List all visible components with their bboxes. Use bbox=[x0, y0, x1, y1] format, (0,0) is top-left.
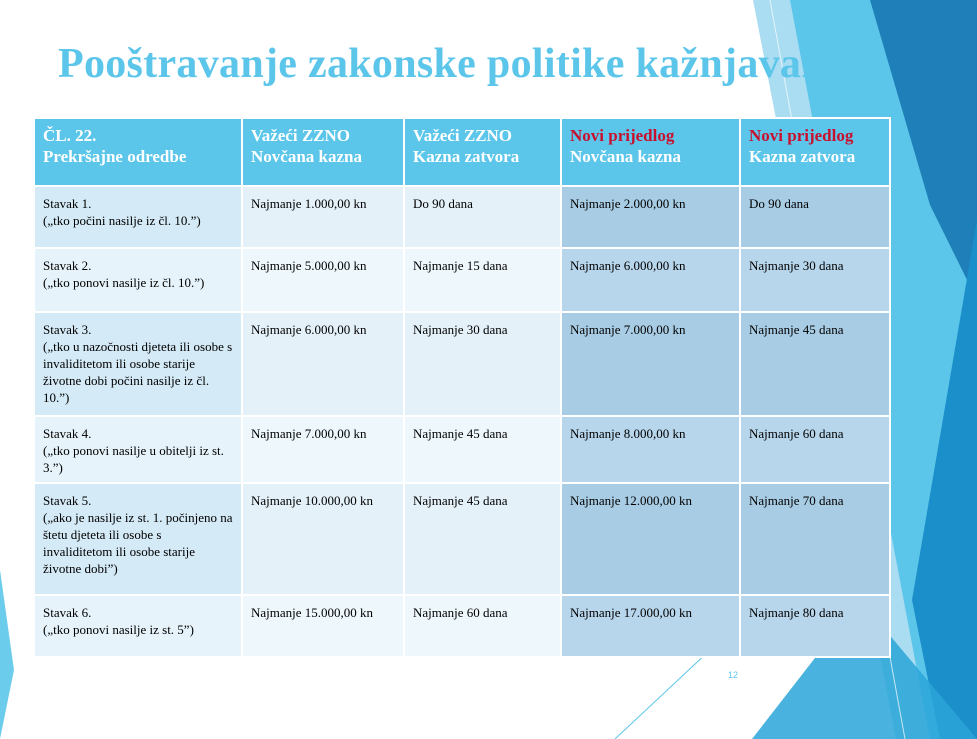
current-prison-cell: Najmanje 45 dana bbox=[404, 416, 561, 483]
header-current-prison: Važeći ZZNO Kazna zatvora bbox=[404, 118, 561, 186]
new-fine-cell: Najmanje 8.000,00 kn bbox=[561, 416, 740, 483]
current-fine-cell: Najmanje 1.000,00 kn bbox=[242, 186, 404, 248]
header-new-prison: Novi prijedlog Kazna zatvora bbox=[740, 118, 890, 186]
table-row bbox=[34, 483, 890, 595]
new-fine-cell: Najmanje 2.000,00 kn bbox=[561, 186, 740, 248]
page-number: 12 bbox=[728, 670, 739, 680]
new-fine-cell: Najmanje 12.000,00 kn bbox=[561, 483, 740, 595]
new-prison-cell: Najmanje 45 dana bbox=[740, 312, 890, 416]
table-header-row bbox=[34, 118, 890, 186]
current-prison-cell: Najmanje 15 dana bbox=[404, 248, 561, 312]
table-row bbox=[34, 186, 890, 248]
new-prison-cell: Najmanje 60 dana bbox=[740, 416, 890, 483]
table-row bbox=[34, 312, 890, 416]
row-label-cell: Stavak 2. („tko ponovi nasilje iz čl. 10.”) bbox=[34, 248, 242, 312]
current-fine-cell: Najmanje 5.000,00 kn bbox=[242, 248, 404, 312]
slide-title: Pooštravanje zakonske politike kažnjavanja bbox=[58, 41, 861, 87]
table-row bbox=[34, 248, 890, 312]
table-row bbox=[34, 416, 890, 483]
header-new-fine: Novi prijedlog Novčana kazna bbox=[561, 118, 740, 186]
row-label-cell: Stavak 6. („tko ponovi nasilje iz st. 5”) bbox=[34, 595, 242, 657]
header-article: ČL. 22. Prekršajne odredbe bbox=[34, 118, 242, 186]
current-prison-cell: Do 90 dana bbox=[404, 186, 561, 248]
left-accent-shape bbox=[0, 570, 14, 739]
current-fine-cell: Najmanje 10.000,00 kn bbox=[242, 483, 404, 595]
row-label-cell: Stavak 4. („tko ponovi nasilje u obitelji iz st. 3.”) bbox=[34, 416, 242, 483]
current-prison-cell: Najmanje 45 dana bbox=[404, 483, 561, 595]
header-current-fine: Važeći ZZNO Novčana kazna bbox=[242, 118, 404, 186]
current-prison-cell: Najmanje 30 dana bbox=[404, 312, 561, 416]
current-prison-cell: Najmanje 60 dana bbox=[404, 595, 561, 657]
row-label-cell: Stavak 5. („ako je nasilje iz st. 1. počinjeno na štetu djeteta ili osobe s invaliditetom ili osobe starije životne dobi”) bbox=[34, 483, 242, 595]
current-fine-cell: Najmanje 15.000,00 kn bbox=[242, 595, 404, 657]
current-fine-cell: Najmanje 7.000,00 kn bbox=[242, 416, 404, 483]
row-label-cell: Stavak 3. („tko u nazočnosti djeteta ili osobe s invaliditetom ili osobe starije životne dobi počini nasilje iz čl. 10.”) bbox=[34, 312, 242, 416]
decor-line-2 bbox=[615, 650, 710, 739]
current-fine-cell: Najmanje 6.000,00 kn bbox=[242, 312, 404, 416]
new-fine-cell: Najmanje 6.000,00 kn bbox=[561, 248, 740, 312]
row-label-cell: Stavak 1. („tko počini nasilje iz čl. 10.”) bbox=[34, 186, 242, 248]
table-row bbox=[34, 595, 890, 657]
new-fine-cell: Najmanje 7.000,00 kn bbox=[561, 312, 740, 416]
new-fine-cell: Najmanje 17.000,00 kn bbox=[561, 595, 740, 657]
new-prison-cell: Najmanje 80 dana bbox=[740, 595, 890, 657]
new-prison-cell: Najmanje 30 dana bbox=[740, 248, 890, 312]
new-prison-cell: Najmanje 70 dana bbox=[740, 483, 890, 595]
new-prison-cell: Do 90 dana bbox=[740, 186, 890, 248]
penalty-comparison-table bbox=[33, 117, 891, 658]
